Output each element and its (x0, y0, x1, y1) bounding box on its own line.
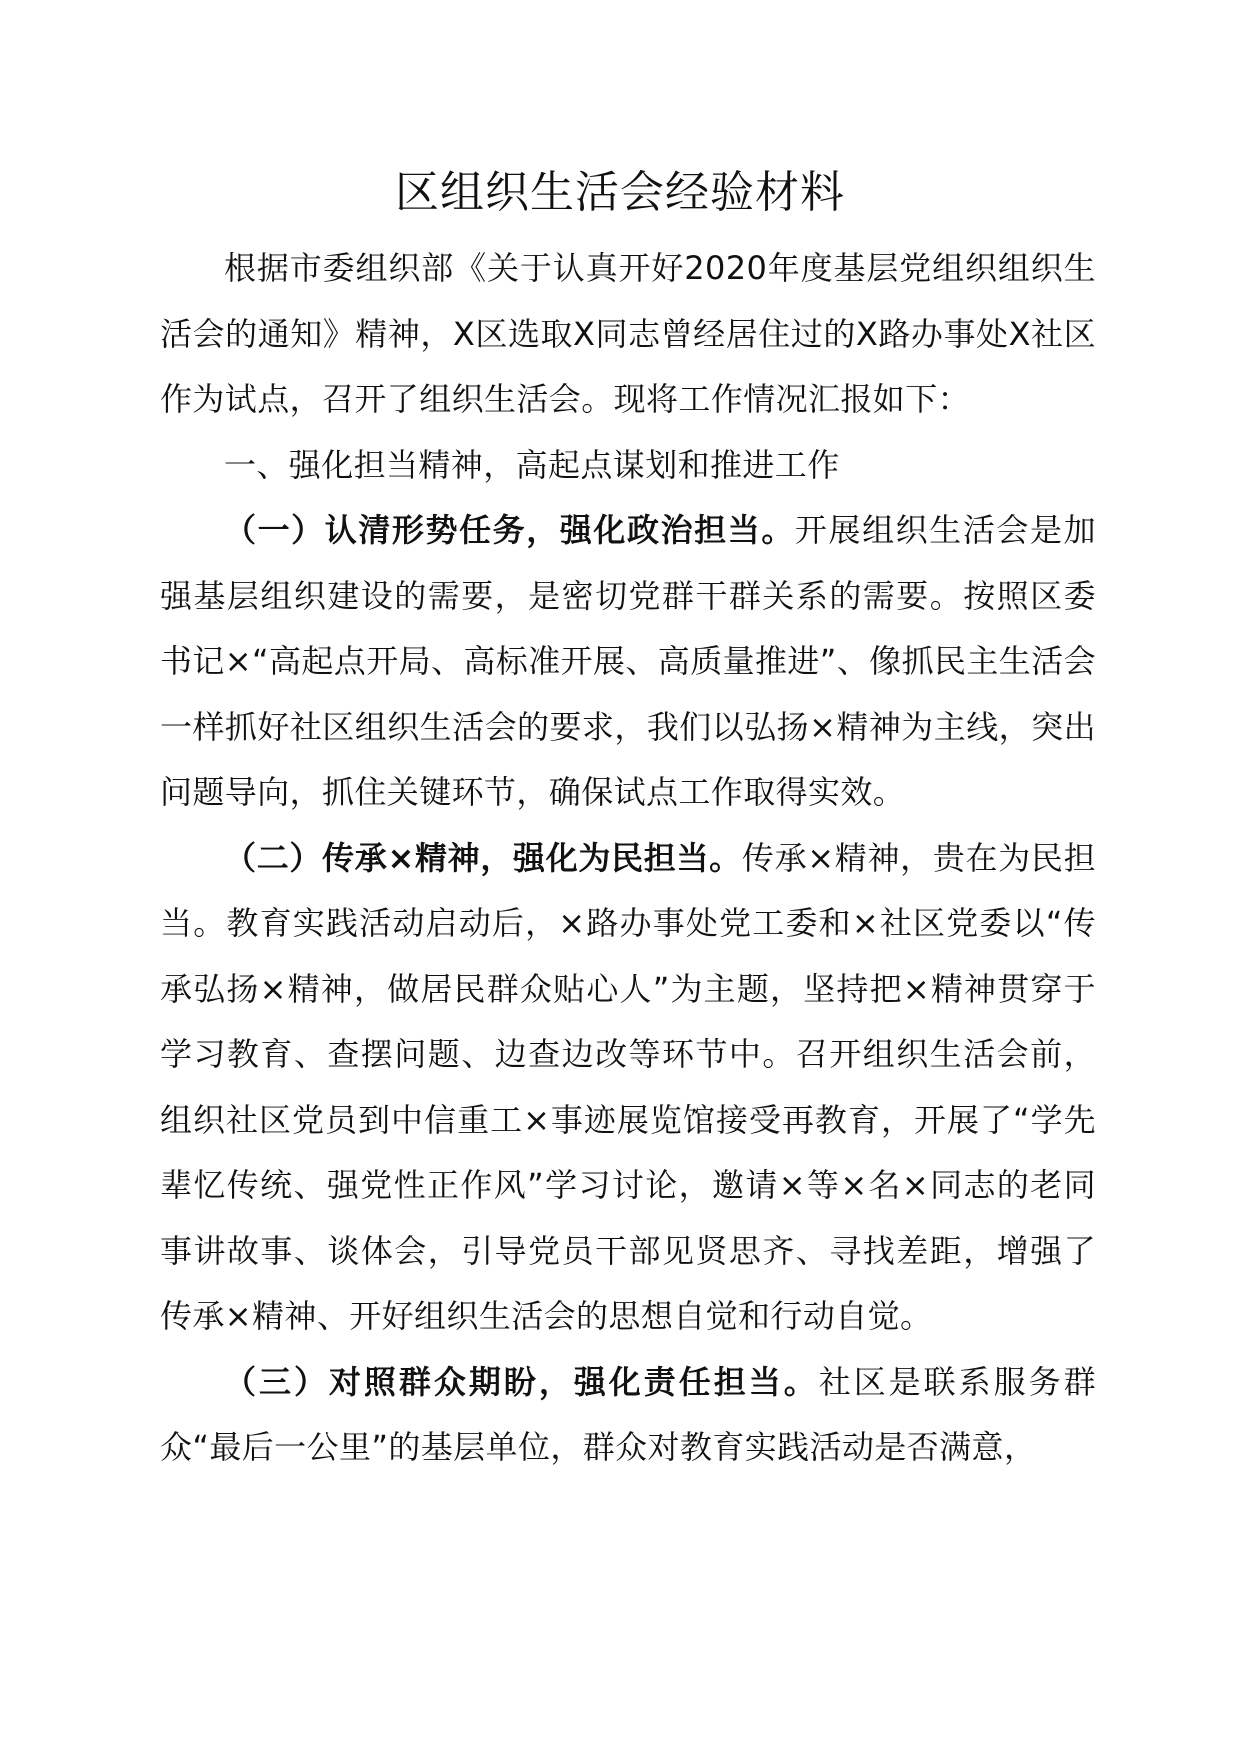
paragraph-2 (160, 826, 1096, 1350)
section-heading: 一、强化担当精神，高起点谋划和推进工作 (224, 445, 840, 484)
paragraph-1 (160, 498, 1096, 826)
document-body (160, 236, 1096, 1481)
document-title: 区组织生活会经验材料 (395, 167, 845, 218)
paragraph-3-text: 社区是联系服务群众“最后一公里”的基层单位，群众对教育实践活动是否满意， (160, 1362, 1096, 1466)
paragraph-3-lead: （三）对照群众期盼，强化责任担当。 (224, 1362, 819, 1401)
intro-paragraph: 根据市委组织部《关于认真开好2020年度基层党组织组织生活会的通知》精神，X区选取X同志曾经居住过的X路办事处X社区作为试点，召开了组织生活会。现将工作情况汇报如下： (160, 249, 1096, 418)
paragraph-1-text: 开展组织生活会是加强基层组织建设的需要，是密切党群干群关系的需要。按照区委书记×“高起点开局、高标准开展、高质量推进”、像抓民主生活会一样抓好社区组织生活会的要求，我们以弘扬×精神为主线，突出问题导向，抓住关键环节，确保试点工作取得实效。 (160, 511, 1096, 811)
paragraph-2-lead: （二）传承×精神，强化为民担当。 (224, 838, 742, 877)
paragraph-1-lead: （一）认清形势任务，强化政治担当。 (224, 511, 795, 549)
paragraph-2-text: 传承×精神，贵在为民担当。教育实践活动启动后，×路办事处党工委和×社区党委以“传承弘扬×精神，做居民群众贴心人”为主题，坚持把×精神贯穿于学习教育、查摆问题、边查边改等环节中。召开组织生活会前，组织社区党员到中信重工×事迹展览馆接受再教育，开展了“学先辈忆传统、强党性正作风”学习讨论，邀请×等×名×同志的老同事讲故事、谈体会，引导党员干部见贤思齐、寻找差距，增强了传承×精神、开好组织生活会的思想自觉和行动自觉。 (160, 838, 1096, 1335)
paragraph-3 (160, 1350, 1096, 1481)
